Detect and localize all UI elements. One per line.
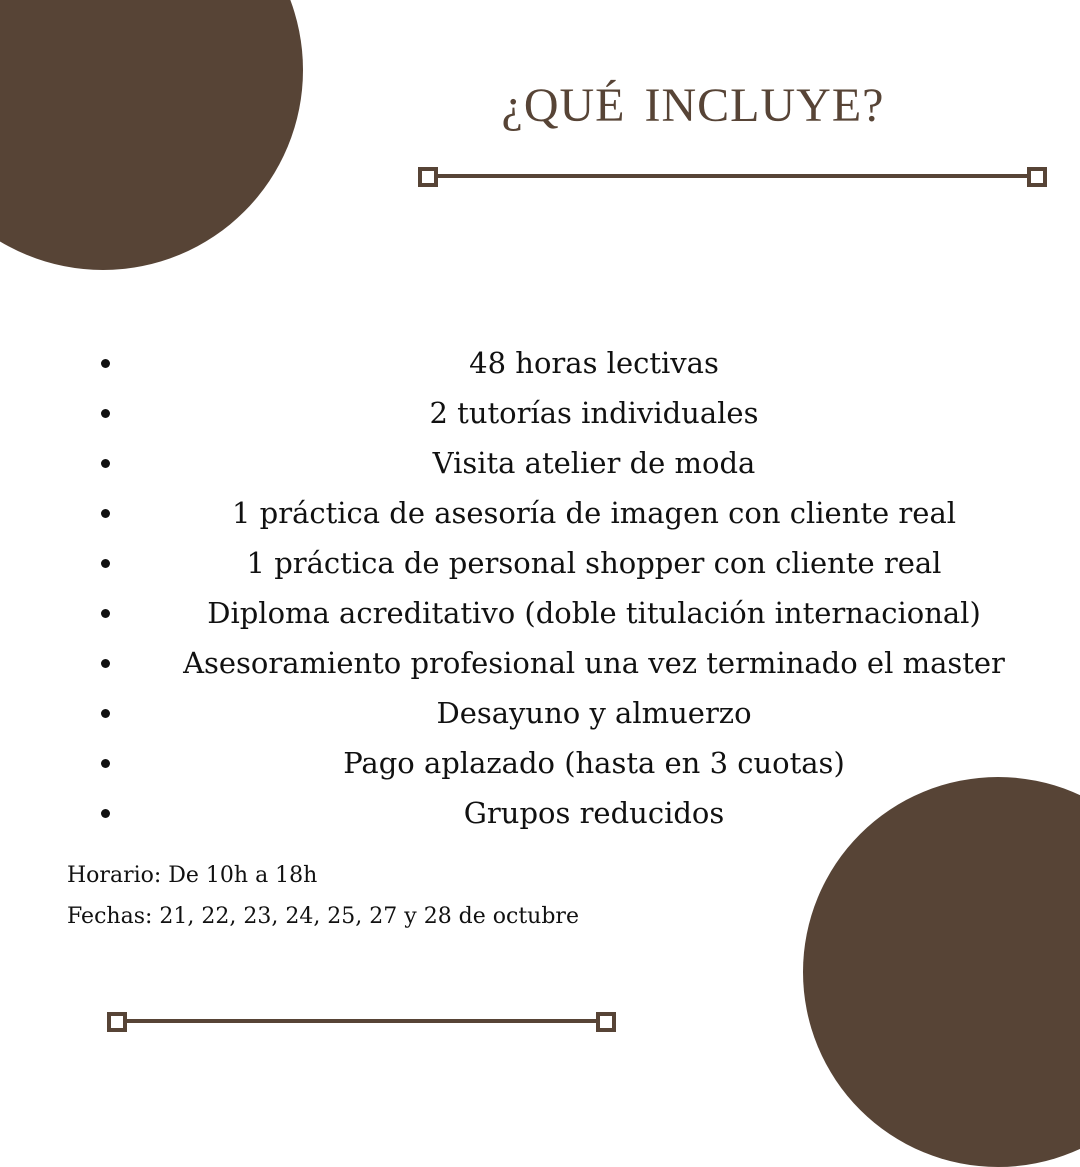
page-title: ¿QUÉ INCLUYE? [501, 79, 885, 132]
bullet-icon [101, 709, 110, 718]
bullet-icon [101, 459, 110, 468]
list-item [96, 488, 1080, 538]
list-item [96, 688, 1080, 738]
bullet-icon [101, 509, 110, 518]
feature-text: 48 horas lectivas [469, 346, 719, 380]
divider-bottom [108, 1011, 615, 1031]
schedule-text: Horario: De 10h a 18h [67, 863, 318, 888]
divider-line [118, 1019, 605, 1023]
bullet-icon [101, 409, 110, 418]
feature-text: Desayuno y almuerzo [436, 696, 752, 730]
bullet-icon [101, 359, 110, 368]
feature-text: Grupos reducidos [463, 796, 725, 830]
bullet-icon [101, 759, 110, 768]
divider-square-icon [418, 167, 438, 187]
bullet-icon [101, 809, 110, 818]
dates-text: Fechas: 21, 22, 23, 24, 25, 27 y 28 de octubre [67, 904, 579, 929]
list-item [96, 738, 1080, 788]
list-item [96, 438, 1080, 488]
bullet-icon [101, 659, 110, 668]
list-item [96, 538, 1080, 588]
divider-line [429, 174, 1036, 178]
list-item [96, 388, 1080, 438]
divider-square-icon [1027, 167, 1047, 187]
feature-text: Pago aplazado (hasta en 3 cuotas) [343, 746, 845, 780]
divider-square-icon [596, 1012, 616, 1032]
feature-text: Visita atelier de moda [432, 446, 756, 480]
bullet-icon [101, 559, 110, 568]
bullet-icon [101, 609, 110, 618]
decorative-circle-top-left [0, 0, 303, 270]
feature-text: 2 tutorías individuales [429, 396, 759, 430]
divider-square-icon [107, 1012, 127, 1032]
list-item [96, 788, 1080, 838]
feature-text: Asesoramiento profesional una vez terminado el master [183, 646, 1005, 680]
list-item [96, 638, 1080, 688]
list-item [96, 588, 1080, 638]
feature-text: 1 práctica de personal shopper con cliente real [246, 546, 942, 580]
divider-top [419, 166, 1046, 186]
feature-text: Diploma acreditativo (doble titulación internacional) [207, 596, 981, 630]
features-list [96, 338, 1080, 838]
list-item [96, 338, 1080, 388]
feature-text: 1 práctica de asesoría de imagen con cliente real [231, 496, 957, 530]
